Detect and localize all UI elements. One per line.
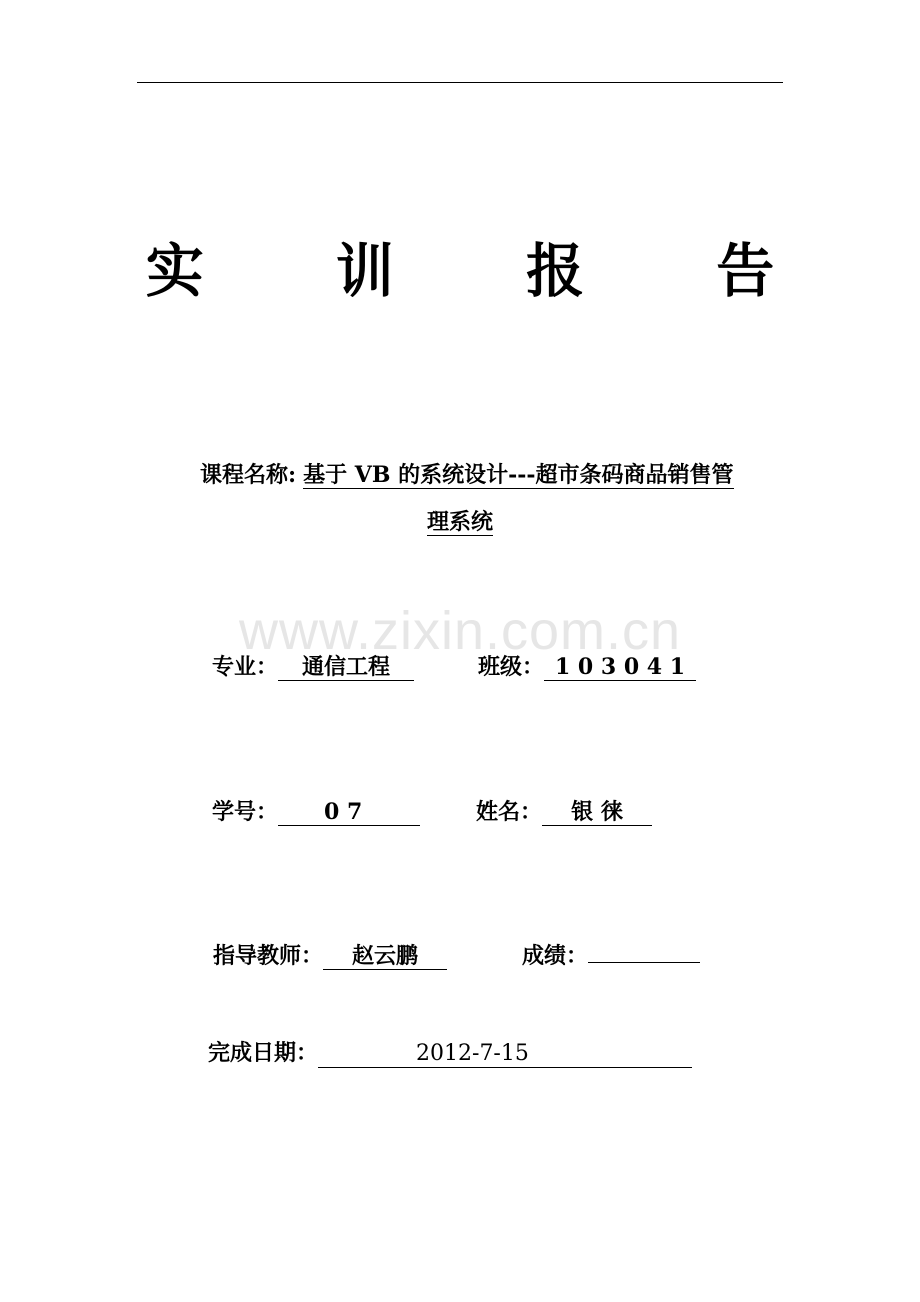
class-label: 班级： <box>478 654 545 680</box>
name-value: 银 徕 <box>542 799 652 826</box>
course-field-line2 <box>0 507 920 538</box>
major-label: 专业： <box>212 654 279 680</box>
date-text: 2012-7-15 <box>416 1041 529 1066</box>
grade-field <box>522 941 700 972</box>
date-value <box>318 1041 692 1068</box>
name-field <box>476 797 652 828</box>
student-id-value <box>278 799 420 826</box>
course-value-line2: 理系统 <box>426 509 493 535</box>
major-value: 通信工程 <box>278 654 414 681</box>
course-field <box>200 460 785 491</box>
advisor-field <box>213 941 447 972</box>
date-field <box>208 1038 692 1069</box>
class-value: 1 0 3 0 4 1 <box>544 654 696 681</box>
advisor-label: 指导教师： <box>213 943 324 969</box>
course-label: 课程名称: <box>200 462 297 488</box>
watermark: www.zixin.com.cn <box>238 601 682 661</box>
major-field <box>212 652 414 683</box>
student-id-label: 学号： <box>212 799 279 825</box>
grade-value <box>588 962 700 963</box>
class-field <box>478 652 696 683</box>
course-value-line1: 基于 VB 的系统设计---超市条码商品销售管 <box>303 462 734 488</box>
student-id-field <box>212 797 420 828</box>
student-id-text: 0 7 <box>324 799 363 825</box>
report-title: 实 训 报 告 <box>145 237 831 305</box>
header-rule <box>137 82 783 83</box>
name-label: 姓名： <box>476 799 543 825</box>
date-label: 完成日期： <box>208 1040 319 1066</box>
advisor-value: 赵云鹏 <box>323 943 447 970</box>
grade-label: 成绩： <box>522 943 589 969</box>
